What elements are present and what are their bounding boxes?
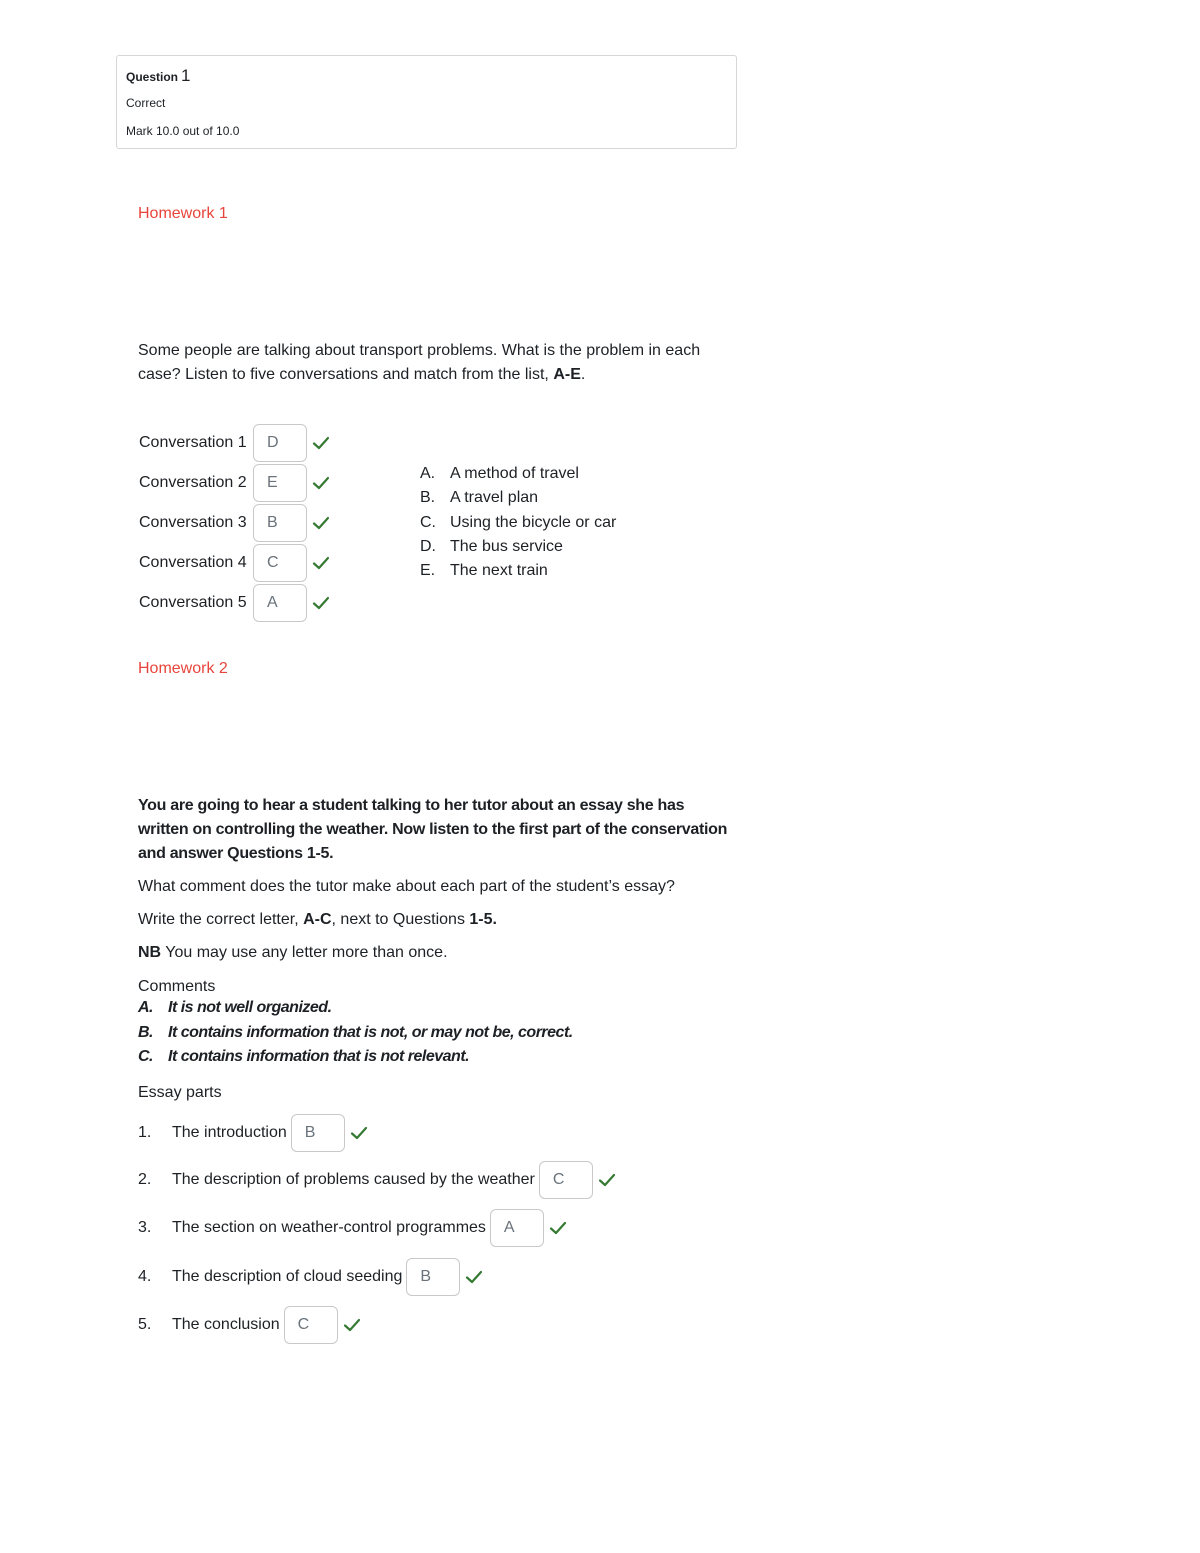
homework-2-nb: NB You may use any letter more than once. [138, 944, 448, 961]
essay-parts-heading: Essay parts [138, 1084, 222, 1101]
conversation-label: Conversation 3 [139, 514, 247, 531]
homework-2-write-instruction: Write the correct letter, A-C, next to Questions 1-5. [138, 911, 497, 928]
check-icon [464, 1267, 484, 1287]
homework-2-title: Homework 2 [138, 660, 228, 677]
answer-input[interactable]: A [490, 1209, 544, 1247]
conversation-row [139, 544, 331, 582]
answer-input[interactable]: D [253, 424, 307, 462]
option-item: B. A travel plan [420, 489, 539, 506]
check-icon [548, 1218, 568, 1238]
option-item: C. Using the bicycle or car [420, 514, 617, 531]
question-grade: Mark 10.0 out of 10.0 [126, 124, 240, 138]
check-icon [342, 1315, 362, 1335]
homework-1-instruction: Some people are talking about transport problems. What is the problem in each case? Listen to five conversations and match from the list, A-E. [138, 342, 701, 383]
answer-input[interactable]: A [253, 584, 307, 622]
homework-2-intro: You are going to hear a student talking to her tutor about an essay she has written on controlling the weather. Now listen to the first part of the conservation and answer Questions 1-5. [138, 797, 728, 862]
conversation-row [139, 424, 331, 462]
option-item: D. The bus service [420, 538, 563, 555]
essay-part-number: 3. [138, 1219, 152, 1236]
comment-item: C. It contains information that is not relevant. [138, 1048, 470, 1065]
essay-part-number: 5. [138, 1316, 152, 1333]
answer-input[interactable]: C [284, 1306, 338, 1344]
check-icon [311, 593, 331, 613]
essay-part-text: The description of problems caused by the weather [172, 1171, 535, 1188]
conversation-label: Conversation 2 [139, 474, 247, 491]
comment-item: A. It is not well organized. [138, 999, 332, 1016]
conversation-label: Conversation 4 [139, 554, 247, 571]
essay-part-row [138, 1161, 617, 1199]
check-icon [311, 513, 331, 533]
answer-input[interactable]: B [406, 1258, 460, 1296]
essay-part-number: 2. [138, 1171, 152, 1188]
homework-1-title: Homework 1 [138, 205, 228, 222]
homework-2-question: What comment does the tutor make about each part of the student’s essay? [138, 878, 675, 895]
answer-input[interactable]: C [539, 1161, 593, 1199]
essay-part-number: 4. [138, 1268, 152, 1285]
conversation-row [139, 504, 331, 542]
essay-part-row [138, 1258, 484, 1296]
option-item: A. A method of travel [420, 465, 579, 482]
conversation-label: Conversation 1 [139, 434, 247, 451]
essay-part-row [138, 1209, 568, 1247]
conversation-label: Conversation 5 [139, 594, 247, 611]
answer-input[interactable]: B [291, 1114, 345, 1152]
check-icon [311, 553, 331, 573]
check-icon [349, 1123, 369, 1143]
essay-part-text: The section on weather-control programmes [172, 1219, 486, 1236]
essay-part-text: The description of cloud seeding [172, 1268, 403, 1285]
essay-part-text: The introduction [172, 1124, 287, 1141]
comments-heading: Comments [138, 978, 216, 995]
essay-part-row [138, 1306, 362, 1344]
conversation-row [139, 464, 331, 502]
option-item: E. The next train [420, 562, 548, 579]
question-state: Correct [126, 96, 166, 110]
conversation-row [139, 584, 331, 622]
check-icon [597, 1170, 617, 1190]
essay-part-row [138, 1114, 369, 1152]
answer-input[interactable]: E [253, 464, 307, 502]
essay-part-text: The conclusion [172, 1316, 280, 1333]
essay-part-number: 1. [138, 1124, 152, 1141]
check-icon [311, 433, 331, 453]
check-icon [311, 473, 331, 493]
answer-input[interactable]: C [253, 544, 307, 582]
answer-input[interactable]: B [253, 504, 307, 542]
question-info-box [116, 55, 737, 149]
question-number: Question 1 [126, 66, 191, 85]
comment-item: B. It contains information that is not, or may not be, correct. [138, 1024, 573, 1041]
